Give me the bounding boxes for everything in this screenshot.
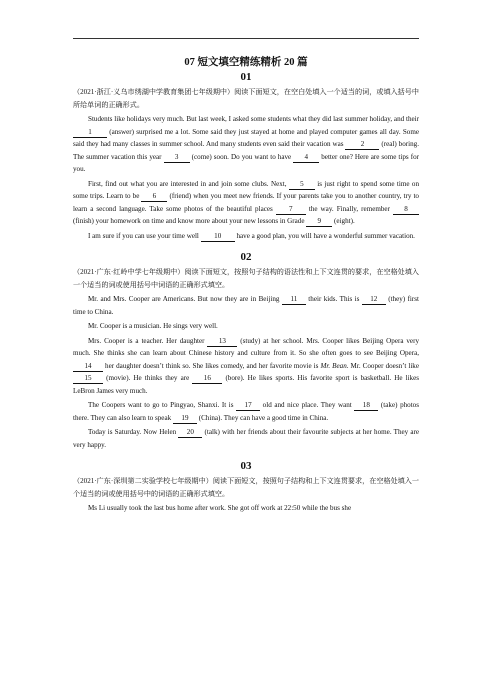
section-03-paragraph-1: Ms Li usually took the last bus home after work. She got off work at 22:50 while the bus she — [88, 504, 352, 512]
blank-14[interactable]: 14 — [73, 362, 103, 372]
section-02-paragraph-5: Today is Saturday. Now Helen 20 (talk) with her friends about their favourite subjects at her home. They are very happy. — [73, 428, 419, 449]
section-02-paragraph-2: Mr. Cooper is a musician. He sings very well. — [88, 322, 218, 330]
blank-10[interactable]: 10 — [201, 232, 235, 242]
blank-20[interactable]: 20 — [178, 428, 202, 438]
blank-19[interactable]: 19 — [173, 414, 197, 424]
blank-12[interactable]: 12 — [362, 295, 386, 305]
blank-4[interactable]: 4 — [293, 153, 319, 163]
blank-2[interactable]: 2 — [345, 140, 379, 150]
section-number-01: 01 — [240, 71, 252, 83]
blank-17[interactable]: 17 — [236, 401, 260, 411]
document-content — [73, 56, 419, 515]
blank-13[interactable]: 13 — [207, 337, 237, 347]
blank-7[interactable]: 7 — [276, 205, 306, 215]
blank-11[interactable]: 11 — [282, 295, 306, 305]
blank-16[interactable]: 16 — [192, 374, 222, 384]
section-02-paragraph-1: Mr. and Mrs. Cooper are Americans. But now they are in Beijing 11 their kids. This is 12 (they) first time to China. — [73, 295, 419, 316]
section-01-paragraph-2: First, find out what you are interested in and join some clubs. Next, 5 is just right to spend some time on some trips. Learn to be 6 (friend) when you meet new friends. If your parents take you to another country, try to learn a second language. Take some photos of the beautiful places 7 the way. Finally, remember 8 (finish) your homework on time and know more about your new lessons in Grade 9 (eight). — [73, 179, 420, 225]
blank-1[interactable]: 1 — [73, 128, 107, 138]
blank-9[interactable]: 9 — [306, 217, 332, 227]
section-number-03: 03 — [240, 460, 252, 472]
section-03-instructions: （2021·广东·深圳第二实验学校七年级期中）阅读下面短文，按照句子结构和上下文连贯要求，在空格处填入一个适当的词或使用括号中的词语的正确形式填空。 — [73, 477, 419, 498]
section-number-02: 02 — [240, 251, 252, 263]
blank-18[interactable]: 18 — [354, 401, 378, 411]
blank-6[interactable]: 6 — [141, 192, 167, 202]
movie-title: Mr. Bean — [320, 361, 347, 370]
blank-3[interactable]: 3 — [164, 153, 190, 163]
section-01-paragraph-1: Students like holidays very much. But last week, I asked some students what they did last summer holiday, and their 1 (answer) surprised me a lot. Some said they just stayed at home and played computer games all day. Some said they had many classes in summer school. And many students even said their vacation was 2 (real) boring. The summer vacation this year 3 (come) soon. Do you want to have 4 better one? Here are some tips for you. — [73, 115, 419, 173]
section-02-paragraph-3: Mrs. Cooper is a teacher. Her daughter 13 (study) at her school. Mrs. Cooper likes Beijing Opera very much. She thinks she can learn about Chinese history and culture from it. So she often goes to see Beijing Opera, 14 her daughter doesn’t think so. She likes comedy, and her favorite movie is Mr. Bean. Mr. Cooper doesn’t like 15 (movie). He thinks they are 16 (bore). He likes sports. His favorite sport is basketball. He likes LeBron James very much. — [73, 336, 420, 395]
blank-8[interactable]: 8 — [393, 205, 419, 215]
section-02-paragraph-4: The Coopers want to go to Pingyao, Shanxi. It is 17 old and nice place. They want 18 (take) photos there. They can also learn to speak 19 (China). They can have a good time in China. — [73, 401, 419, 422]
section-01-paragraph-3: I am sure if you can use your time well 10 have a good plan, you will have a wonderful summer vacation. — [88, 231, 415, 240]
section-01-instructions: （2021·浙江·义乌市绣湖中学教育集团七年级期中）阅读下面短文，在空白处填入一个适当的词，或填入括号中所给单词的正确形式。 — [73, 88, 419, 109]
blank-15[interactable]: 15 — [73, 374, 103, 384]
section-02-instructions: （2021·广东·红岭中学七年级期中）阅读下面短文，按照句子结构的语法性和上下文连贯的要求，在空格处填入一个适当的词或使用括号中词语的正确形式填空。 — [73, 268, 419, 289]
blank-5[interactable]: 5 — [289, 180, 315, 190]
header-rule — [73, 38, 419, 39]
document-title: 07 短文填空精练精析 20 篇 — [184, 57, 308, 68]
